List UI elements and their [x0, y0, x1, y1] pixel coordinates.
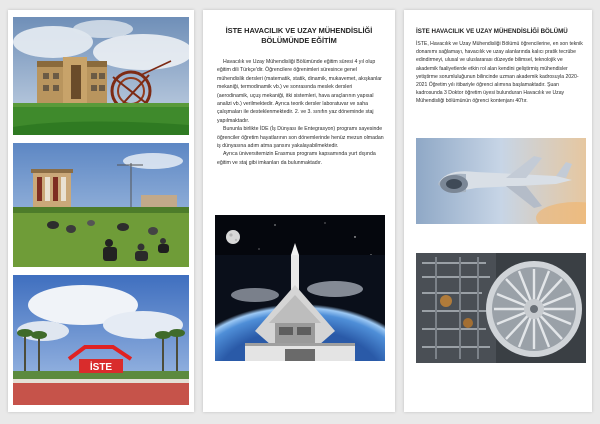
jet-engine-photo — [416, 253, 586, 363]
education-paragraph: Ayrıca üniversitemizin Erasmus programı kapsamında yurt dışında eğitim ve staj gibi imkanları da bulunmaktadır. — [217, 151, 376, 166]
photo-panel — [8, 10, 194, 412]
education-paragraph: Havacılık ve Uzay Mühendisliği Bölümünde eğitim süresi 4 yıl olup eğitim dili Türkçe'dir. Öğrencilere öğrenimleri süresince genel mühendislik dersleri (matematik, statik, dinamik, mukavemet, akışkanlar mekaniği, termodinamik vb.) ve sonrasında meslek dersleri (aerodinamik, uçuş mekaniği, itki sistemleri, hava araçlarının yapısal analizi vb.) verilmektedir. Ayrıca teorik dersler laboratuvar ve saha çalışmaları ile desteklenmektedir. 2. ve 3. sınıfın yaz döneminde staj yapılmaktadır. — [217, 59, 382, 124]
sign-lettering: İSTE — [89, 362, 113, 373]
education-panel — [203, 10, 395, 412]
education-heading — [213, 26, 385, 46]
department-paragraph: İSTE, Havacılık ve Uzay Mühendisliği Bölümü öğrencilerine, en son teknik donanımı sağlamayı, havacılık ve uzay alanlarında kalıcı pratik tecrübe edindirmeyi, ulusal ve uluslararası düzeyde bilimsel, teknolojik ve akademik faaliyetlerde etkin rol alan kendini geliştirmiş mühendisler yetiştirme sorumluluğunun bilincinde uzman akademik kadrosuyla 2020-2021 Öğretim yılı itibariyle öğrenci alımına başlamaktadır. Şuan kadrosunda 3 Doktor öğretim üyesi bulunduran Havacılık ve Uzay Mühendisliği bölümünün öğrenci kontenjanı 40'tır. — [416, 41, 583, 105]
department-body — [416, 40, 584, 106]
education-body — [217, 58, 385, 167]
department-panel — [404, 10, 592, 412]
students-on-lawn-photo — [13, 143, 189, 267]
education-paragraph: Bununla birlikte İDE (İş Dünyası ile Entegrasyon) programı sayesinde öğrenciler öğretim hayatlarının son dönemlerinde henüz mezun olmadan iş dünyasına adım atma şansını yakalayabilmektedir. — [217, 126, 384, 150]
education-heading-line1: İSTE HAVACILIK VE UZAY MÜHENDİSLİĞİ — [225, 26, 373, 35]
department-heading: İSTE HAVACILIK VE UZAY MÜHENDİSLİĞİ BÖLÜMÜ — [416, 28, 568, 35]
education-heading-line2: BÖLÜMÜNDE EĞİTİM — [261, 36, 337, 45]
space-shuttle-photo — [215, 215, 385, 361]
jet-aircraft-photo — [416, 138, 586, 224]
campus-entrance-sign-photo — [13, 275, 189, 405]
campus-building-sculpture-photo — [13, 17, 189, 135]
